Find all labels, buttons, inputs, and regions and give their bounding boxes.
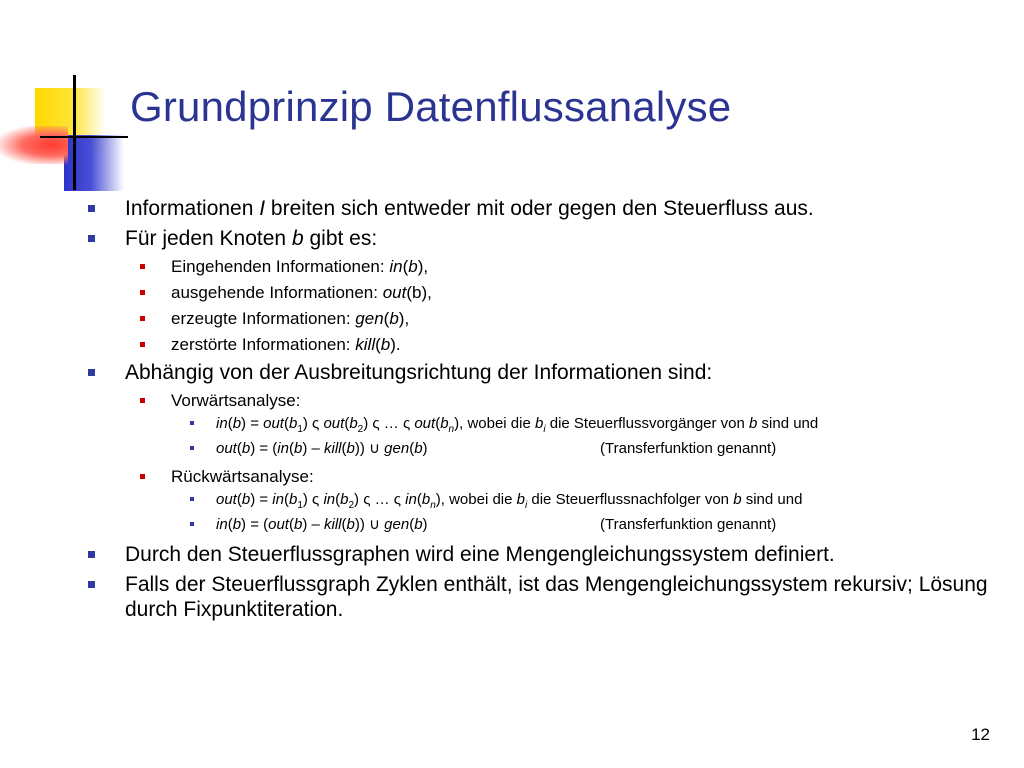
text-run: out <box>323 415 345 432</box>
text-run: b <box>346 516 355 533</box>
text-run: ) <box>422 440 428 457</box>
text-run: ) ς <box>302 491 324 508</box>
text-run: in <box>277 440 289 457</box>
text-run: in <box>323 491 336 508</box>
text-run: b <box>291 227 304 250</box>
text-run: in <box>272 491 284 508</box>
text-run: ( <box>341 516 347 533</box>
formula-backward-in <box>0 517 996 532</box>
subscript: 2 <box>357 424 364 435</box>
text-run: sind und <box>741 491 803 508</box>
text-run: out <box>414 415 436 432</box>
text-run: b <box>340 491 349 508</box>
text-run: ( <box>288 516 294 533</box>
text-run: b <box>241 491 251 508</box>
text-run: sind und <box>757 415 819 432</box>
subscript: i <box>524 500 528 511</box>
subscript: n <box>448 424 455 435</box>
red-glow-shape <box>0 126 68 164</box>
text-run: in <box>389 257 403 276</box>
text-run: b <box>232 516 242 533</box>
text-run: out <box>216 440 237 457</box>
text-run: kill <box>324 440 342 457</box>
sub-bullet-out <box>0 282 1024 303</box>
text-run: ) <box>422 516 428 533</box>
text-run: kill <box>355 335 376 354</box>
text-run: ), <box>398 309 410 328</box>
text-run: ( <box>402 257 409 276</box>
text-run: b <box>414 516 423 533</box>
text-run: ( <box>236 440 242 457</box>
text-run: ) – <box>302 516 325 533</box>
text-run: ) = <box>241 415 264 432</box>
text-run: out <box>263 415 284 432</box>
text-run: die Steuerflussvorgänger von <box>545 415 750 432</box>
formula-backward-out <box>0 491 996 511</box>
text-run: b <box>349 415 358 432</box>
formula-forward-in <box>0 415 996 435</box>
text-run: b <box>232 415 242 432</box>
text-run: gen <box>384 516 410 533</box>
text-run: ), wobei die <box>454 415 535 432</box>
text-run: ( <box>344 415 350 432</box>
text-run: Für jeden Knoten <box>125 227 292 250</box>
text-run: in <box>216 415 228 432</box>
text-run: ( <box>375 335 381 354</box>
sub-bullet-backward: Rückwärtsanalyse: <box>0 466 1024 487</box>
text-run: b <box>733 491 742 508</box>
subscript: 2 <box>348 500 355 511</box>
text-run: die Steuerflussnachfolger von <box>527 491 734 508</box>
text-run: b <box>389 309 399 328</box>
bullet-equation-system: Durch den Steuerflussgraphen wird eine Mengengleichungssystem definiert. <box>0 542 1000 567</box>
text-run: ) = ( <box>250 440 278 457</box>
text-run: ( <box>435 415 441 432</box>
text-run: ( <box>409 440 415 457</box>
text-run: ( <box>341 440 347 457</box>
text-run: breiten sich entweder mit oder gegen den Steuerfluss aus. <box>265 197 814 220</box>
subscript: 1 <box>297 424 303 435</box>
bullet-per-node <box>0 226 1000 251</box>
vertical-line <box>73 75 76 190</box>
text-run: ( <box>288 440 294 457</box>
subscript: 1 <box>297 500 303 511</box>
text-run: ( <box>283 415 289 432</box>
text-run: ( <box>409 516 415 533</box>
text-run: ). <box>390 335 401 354</box>
page-number: 12 <box>971 725 990 744</box>
text-run: ( <box>416 491 422 508</box>
text-run: b <box>288 415 298 432</box>
text-run: b <box>414 440 423 457</box>
text-run: ausgehende Informationen: <box>171 283 383 302</box>
text-run: b <box>408 257 418 276</box>
text-run: ( <box>236 491 242 508</box>
text-run: (b), <box>406 283 432 302</box>
slide-title: Grundprinzip Datenflussanalyse <box>130 83 732 130</box>
text-run: gibt es: <box>303 227 378 250</box>
text-run: ) – <box>302 440 325 457</box>
text-run: Eingehenden Informationen: <box>171 257 390 276</box>
bullet-recursion: Falls der Steuerflussgraph Zyklen enthält, ist das Mengengleichungssystem rekursiv; Lösung durch Fixpunktiteration. <box>0 572 1000 622</box>
text-run: ) = ( <box>241 516 269 533</box>
text-run: ( <box>335 491 341 508</box>
sub-bullet-kill <box>0 334 1024 355</box>
text-run: zerstörte Informationen: <box>171 335 356 354</box>
text-run: ) = <box>250 491 273 508</box>
text-run: in <box>216 516 228 533</box>
text-run: Informationen <box>125 197 260 220</box>
sub-bullet-forward: Vorwärtsanalyse: <box>0 390 1024 411</box>
text-run: b <box>516 491 525 508</box>
text-run: in <box>405 491 417 508</box>
text-run: ) ς … ς <box>363 415 415 432</box>
sub-bullet-gen <box>0 308 1024 329</box>
text-run: ) ς … ς <box>354 491 406 508</box>
text-run: b <box>293 440 303 457</box>
text-run: out <box>216 491 237 508</box>
transfer-function-note: (Transferfunktion genannt) <box>600 516 777 533</box>
transfer-function-note: (Transferfunktion genannt) <box>600 440 777 457</box>
formula-forward-out <box>0 441 996 456</box>
text-run: b <box>241 440 251 457</box>
text-run: b <box>749 415 758 432</box>
text-run: out <box>382 283 407 302</box>
bullet-direction: Abhängig von der Ausbreitungsrichtung der Informationen sind: <box>0 360 1000 385</box>
text-run: )) ∪ <box>354 440 385 457</box>
text-run: b <box>346 440 355 457</box>
text-run: kill <box>324 516 342 533</box>
subscript: i <box>543 424 546 435</box>
text-run: ) ς <box>302 415 324 432</box>
text-run: b <box>440 415 449 432</box>
text-run: erzeugte Informationen: <box>171 309 356 328</box>
text-run: ( <box>227 516 233 533</box>
bullet-information-spread <box>0 196 1000 221</box>
text-run: b <box>534 415 544 432</box>
text-run: out <box>268 516 289 533</box>
horizontal-line <box>40 136 128 138</box>
text-run: ( <box>227 415 233 432</box>
text-run: b <box>380 335 391 354</box>
text-run: I <box>259 197 266 220</box>
corner-decoration <box>0 0 130 200</box>
text-run: ), wobei die <box>435 491 517 508</box>
text-run: gen <box>355 309 384 328</box>
subscript: n <box>430 500 436 511</box>
text-run: b <box>288 491 298 508</box>
text-run: b <box>293 516 303 533</box>
text-run: ( <box>383 309 390 328</box>
sub-bullet-in <box>0 256 1024 277</box>
text-run: )) ∪ <box>354 516 385 533</box>
text-run: ), <box>417 257 429 276</box>
text-run: b <box>421 491 431 508</box>
bullet-list <box>0 196 1024 627</box>
text-run: ( <box>283 491 289 508</box>
text-run: gen <box>384 440 410 457</box>
